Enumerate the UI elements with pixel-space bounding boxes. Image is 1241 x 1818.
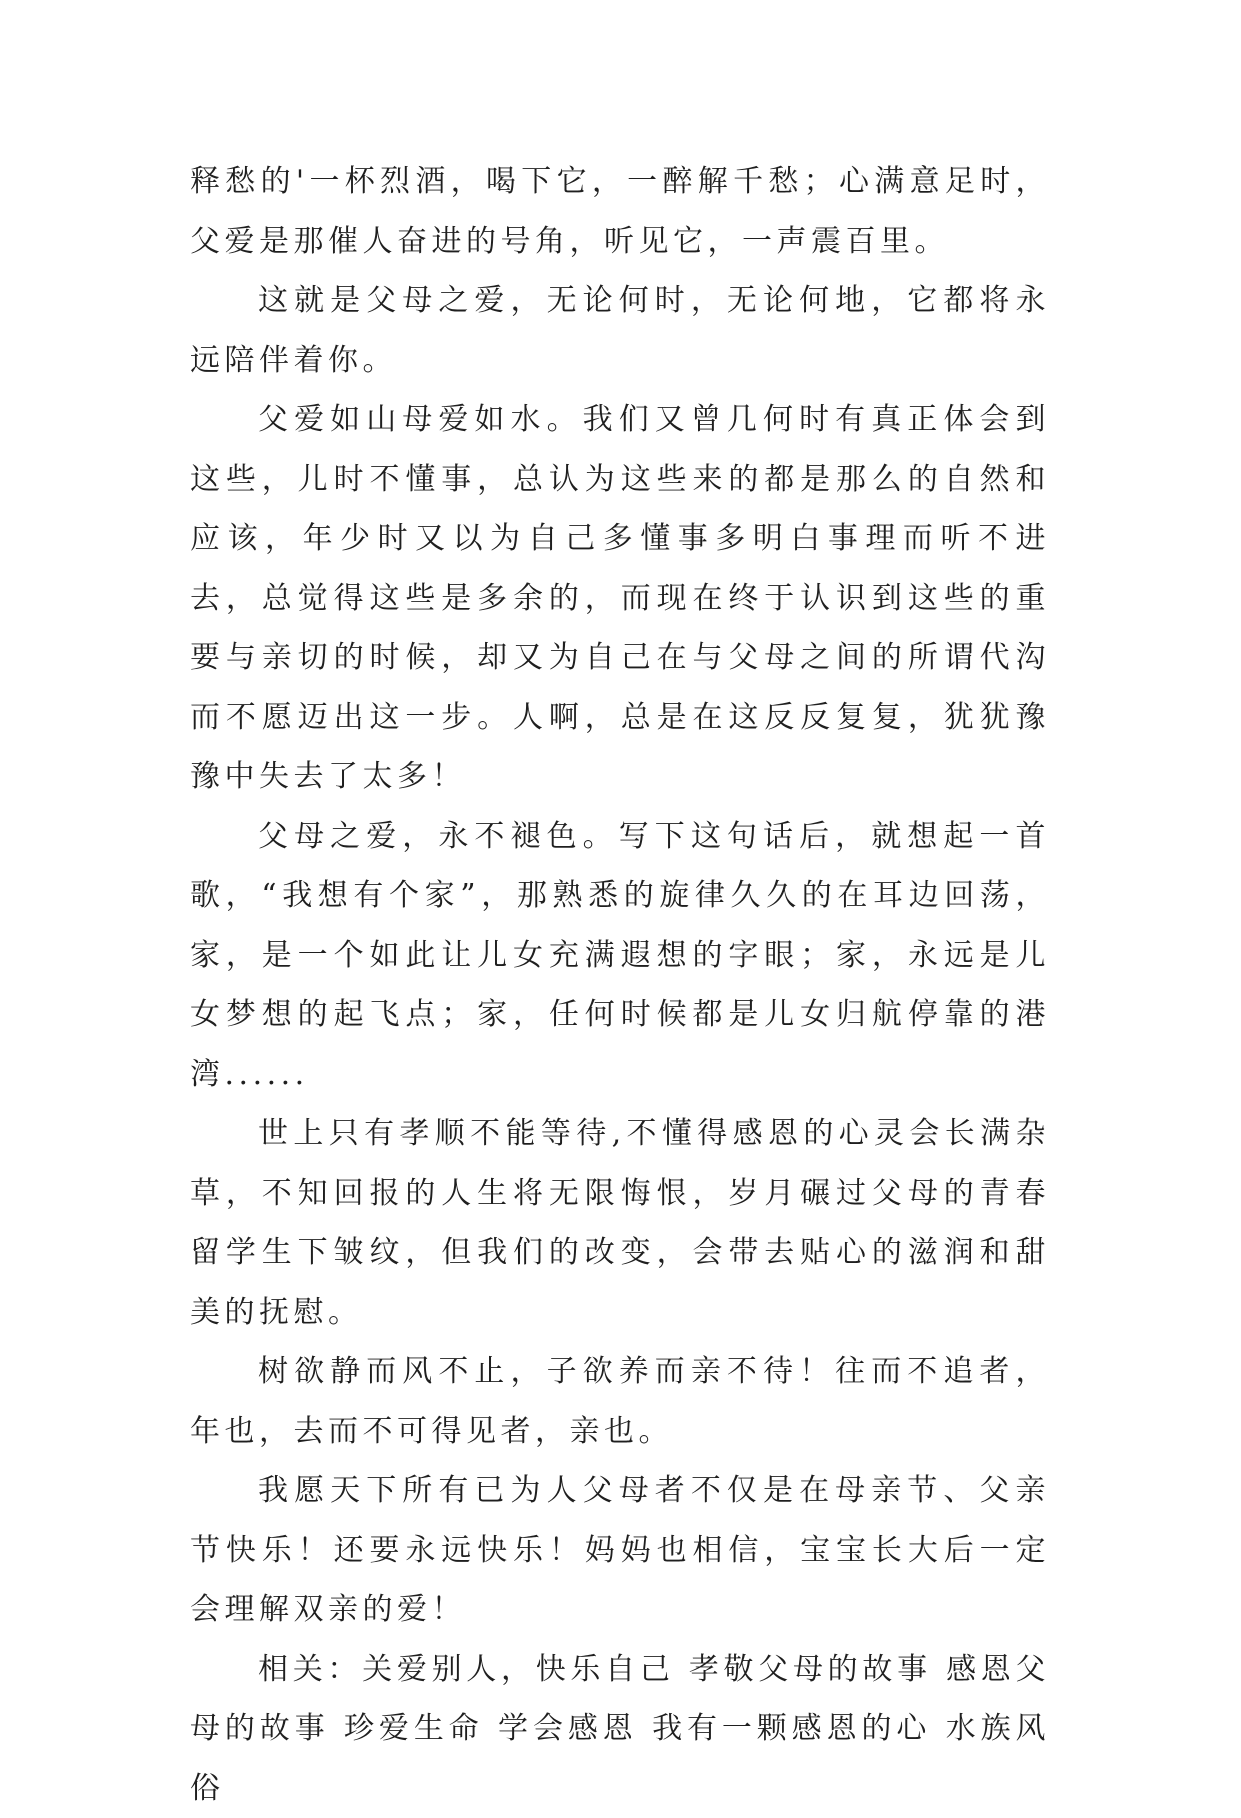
paragraph: 父母之爱，永不褪色。写下这句话后，就想起一首歌，“我想有个家”，那熟悉的旋律久久的在耳边回荡，家，是一个如此让儿女充满遐想的字眼；家，永远是儿女梦想的起飞点；家，任何时候都是儿女归航停靠的港湾...... xyxy=(190,807,1050,1105)
paragraph: 世上只有孝顺不能等待,不懂得感恩的心灵会长满杂草，不知回报的人生将无限悔恨，岁月碾过父母的青春留学生下皱纹，但我们的改变，会带去贴心的滋润和甜美的抚慰。 xyxy=(190,1104,1050,1342)
paragraph: 我愿天下所有已为人父母者不仅是在母亲节、父亲节快乐！还要永远快乐！妈妈也相信，宝宝长大后一定会理解双亲的爱！ xyxy=(190,1461,1050,1640)
paragraph: 树欲静而风不止，子欲养而亲不待！往而不追者，年也，去而不可得见者，亲也。 xyxy=(190,1342,1050,1461)
paragraph: 这就是父母之爱，无论何时，无论何地，它都将永远陪伴着你。 xyxy=(190,271,1050,390)
paragraph: 释愁的'一杯烈酒，喝下它，一醉解千愁；心满意足时，父爱是那催人奋进的号角，听见它，一声震百里。 xyxy=(190,152,1050,271)
related-links-paragraph: 相关：关爱别人，快乐自己 孝敬父母的故事 感恩父母的故事 珍爱生命 学会感恩 我有一颗感恩的心 水族风俗 xyxy=(190,1640,1050,1818)
paragraph: 父爱如山母爱如水。我们又曾几何时有真正体会到这些，儿时不懂事，总认为这些来的都是那么的自然和应该，年少时又以为自己多懂事多明白事理而听不进去，总觉得这些是多余的，而现在终于认识到这些的重要与亲切的时候，却又为自己在与父母之间的所谓代沟而不愿迈出这一步。人啊，总是在这反反复复，犹犹豫豫中失去了太多！ xyxy=(190,390,1050,807)
document-page xyxy=(190,152,1050,1818)
